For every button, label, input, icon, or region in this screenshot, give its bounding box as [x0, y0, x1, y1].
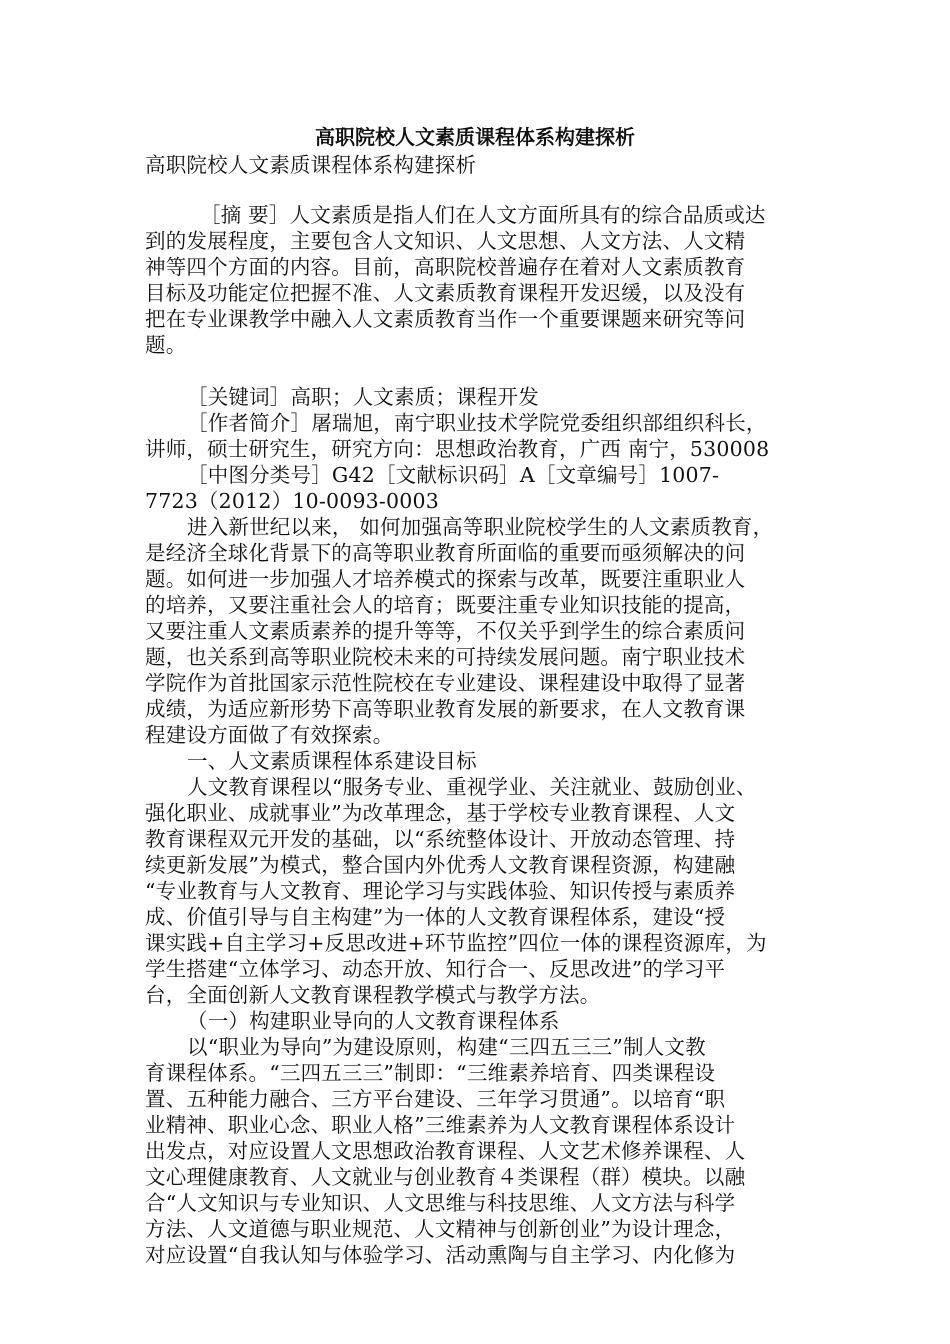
- body-line: 方法、人文道德与职业规范、人文精神与创新创业”为设计理念，: [145, 1217, 736, 1241]
- author-line: ［作者简介］屠瑞旭，南宁职业技术学院党委组织部组织科长，: [187, 411, 767, 435]
- body-line: 人文教育课程以“服务专业、重视学业、关注就业、鼓励创业、: [187, 775, 757, 799]
- body-line: 置、五种能力融合、三方平台建设、三年学习贯通”。以培育“职: [145, 1087, 726, 1111]
- body-line: 进入新世纪以来， 如何加强高等职业院校学生的人文素质教育，: [187, 515, 774, 539]
- body-line: 程建设方面做了有效探索。: [145, 723, 394, 747]
- keywords-line: ［关键词］高职；人文素质；课程开发: [187, 385, 539, 409]
- body-line: 成绩，为适应新形势下高等职业教育发展的新要求，在人文教育课: [145, 697, 746, 721]
- body-line: 出发点，对应设置人文思想政治教育课程、人文艺术修养课程、人: [145, 1139, 746, 1163]
- author-line: 讲师，硕士研究生，研究方向：思想政治教育，广西 南宁，530008: [145, 437, 770, 461]
- body-line: 学生搭建“立体学习、动态开放、知行合一、反思改进”的学习平: [145, 957, 726, 981]
- body-line: 学院作为首批国家示范性院校在专业建设、课程建设中取得了显著: [145, 671, 746, 695]
- body-line: 的培养，又要注重社会人的培育；既要注重专业知识技能的提高，: [145, 593, 746, 617]
- section-heading: 一、人文素质课程体系建设目标: [187, 749, 477, 773]
- body-line: 题。如何进一步加强人才培养模式的探索与改革，既要注重职业人: [145, 567, 746, 591]
- abstract-line: 题。: [145, 333, 187, 357]
- body-line: “专业教育与人文教育、理论学习与实践体验、知识传授与素质养: [145, 879, 736, 903]
- abstract-line: 目标及功能定位把握不准、人文素质教育课程开发迟缓，以及没有: [145, 281, 746, 305]
- body-line: 成、价值引导与自主构建”为一体的人文教育课程体系，建设“授: [145, 905, 726, 929]
- classification-line: ［中图分类号］G42［文献标识码］A［文章编号］1007-: [187, 463, 720, 487]
- body-line: 教育课程双元开发的基础，以“系统整体设计、开放动态管理、持: [145, 827, 736, 851]
- body-line: 对应设置“自我认知与体验学习、活动熏陶与自主学习、内化修为: [145, 1243, 736, 1267]
- subtitle-line: 高职院校人文素质课程体系构建探析: [145, 153, 477, 177]
- abstract-line: 神等四个方面的内容。目前，高职院校普遍存在着对人文素质教育: [145, 255, 746, 279]
- body-line: 又要注重人文素质素养的提升等等，不仅关乎到学生的综合素质问: [145, 619, 746, 643]
- abstract-line: 到的发展程度，主要包含人文知识、人文思想、人文方法、人文精: [145, 229, 746, 253]
- abstract-line: ［摘 要］人文素质是指人们在人文方面所具有的综合品质或达: [200, 203, 766, 227]
- body-line: 是经济全球化背景下的高等职业教育所面临的重要而亟须解决的问: [145, 541, 746, 565]
- body-line: 以“职业为导向”为建设原则，构建“三四五三三”制人文教: [187, 1035, 706, 1059]
- body-line: 合“人文知识与专业知识、人文思维与科技思维、人文方法与科学: [145, 1191, 736, 1215]
- document-title: 高职院校人文素质课程体系构建探析: [315, 125, 635, 149]
- body-line: 育课程体系。“三四五三三”制即：“三维素养培育、四类课程设: [145, 1061, 716, 1085]
- body-line: 强化职业、成就事业”为改革理念，基于学校专业教育课程、人文: [145, 801, 736, 825]
- body-line: 台，全面创新人文教育课程教学模式与教学方法。: [145, 983, 601, 1007]
- body-line: 业精神、职业心念、职业人格”三维素养为人文教育课程体系设计: [145, 1113, 736, 1137]
- body-line: 续更新发展”为模式，整合国内外优秀人文教育课程资源，构建融: [145, 853, 736, 877]
- abstract-line: 把在专业课教学中融入人文素质教育当作一个重要课题来研究等问: [145, 307, 746, 331]
- subsection-heading: （一）构建职业导向的人文教育课程体系: [187, 1009, 560, 1033]
- classification-line: 7723（2012）10-0093-0003: [145, 489, 440, 513]
- body-line: 课实践+自主学习+反思改进+环节监控”四位一体的课程资源库，为: [145, 931, 767, 955]
- body-line: 题，也关系到高等职业院校未来的可持续发展问题。南宁职业技术: [145, 645, 746, 669]
- body-line: 文心理健康教育、人文就业与创业教育４类课程（群）模块。以融: [145, 1165, 746, 1189]
